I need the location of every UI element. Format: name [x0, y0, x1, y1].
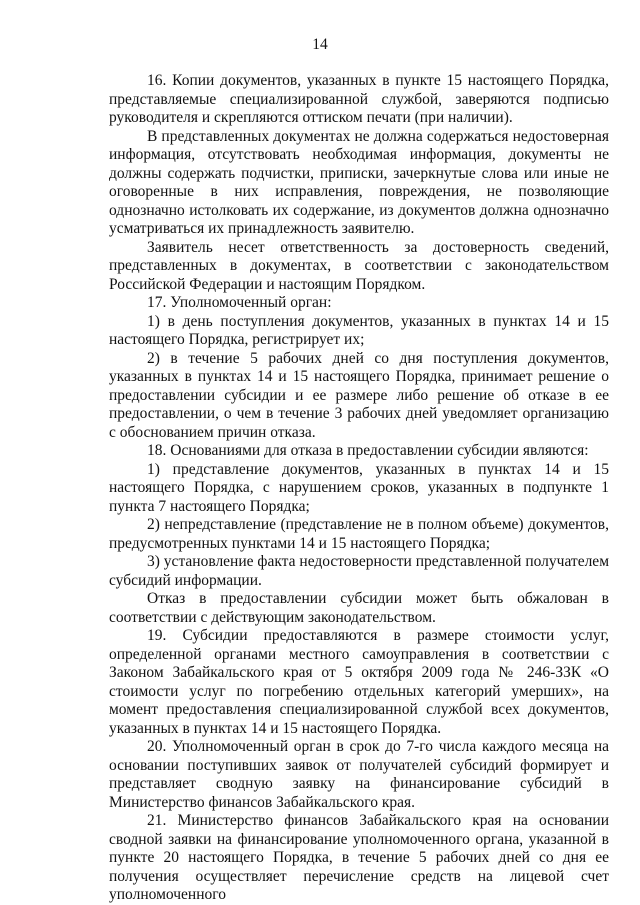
paragraph-16: 16. Копии документов, указанных в пункте 15 настоящего Порядка, представляемые специализированной службой, заверяются подписью руководителя и скрепляются оттиском печати (при наличии). — [109, 72, 609, 126]
paragraph-17-2: 2) в течение 5 рабочих дней со дня поступления документов, указанных в пунктах 14 и 15 настоящего Порядка, принимает решение о предоставлении субсидии и ее размере либо решение об отказе в ее предоставлении, о чем в течение 3 рабочих дней уведомляет организацию с обоснованием причин отказа. — [109, 349, 609, 441]
paragraph-20: 20. Уполномоченный орган в срок до 7-го числа каждого месяца на основании поступивших заявок от получателей субсидий формирует и представляет сводную заявку на финансирование субсидий в Министерство финансов Забайкальского края. — [109, 738, 609, 811]
paragraph-17: 17. Уполномоченный орган: — [147, 294, 332, 311]
paragraph-19: 19. Субсидии предоставляются в размере стоимости услуг, определенной органами местного самоуправления в соответствии с Законом Забайкальского края от 5 октября 2009 года № 246-ЗЗК «О стоимости услуг по погребению отдельных категорий умерших», на момент предоставления специализированной службой всех документов, указанных в пунктах 14 и 15 настоящего Порядка. — [109, 627, 609, 737]
document-body — [109, 72, 609, 905]
paragraph-requirements: В представленных документах не должна содержаться недостоверная информация, отсутствовать необходимая информация, документы не должны содержать подчистки, приписки, зачеркнутые слова или иные не оговоренные в них исправления, повреждения, не позволяющие однозначно истолковать их содержание, из документов должна однозначно усматриваться их принадлежность заявителю. — [109, 127, 609, 237]
paragraph-18: 18. Основаниями для отказа в предоставлении субсидии являются: — [147, 442, 589, 459]
paragraph-18-2: 2) непредставление (представление не в полном объеме) документов, предусмотренных пунктами 14 и 15 настоящего Порядка; — [109, 516, 609, 552]
paragraph-17-1: 1) в день поступления документов, указанных в пунктах 14 и 15 настоящего Порядка, регистрирует их; — [109, 312, 609, 348]
paragraph-21: 21. Министерство финансов Забайкальского края на основании сводной заявки на финансирование уполномоченного органа, указанной в пункте 20 настоящего Порядка, в течение 5 рабочих дней со дня ее получения осуществляет перечисление средств на лицевой счет уполномоченного — [109, 812, 609, 903]
paragraph-18-1: 1) представление документов, указанных в пунктах 14 и 15 настоящего Порядка, с нарушением сроков, указанных в подпункте 1 пункта 7 настоящего Порядка; — [109, 460, 609, 515]
paragraph-appeal: Отказ в предоставлении субсидии может быть обжалован в соответствии с действующим законодательством. — [109, 590, 609, 626]
paragraph-responsibility: Заявитель несет ответственность за достоверность сведений, представленных в документах, в соответствии с законодательством Российской Федерации и настоящим Порядком. — [109, 238, 609, 293]
paragraph-18-3: 3) установление факта недостоверности представленной получателем субсидий информации. — [109, 553, 609, 589]
page-number: 14 — [312, 36, 328, 53]
